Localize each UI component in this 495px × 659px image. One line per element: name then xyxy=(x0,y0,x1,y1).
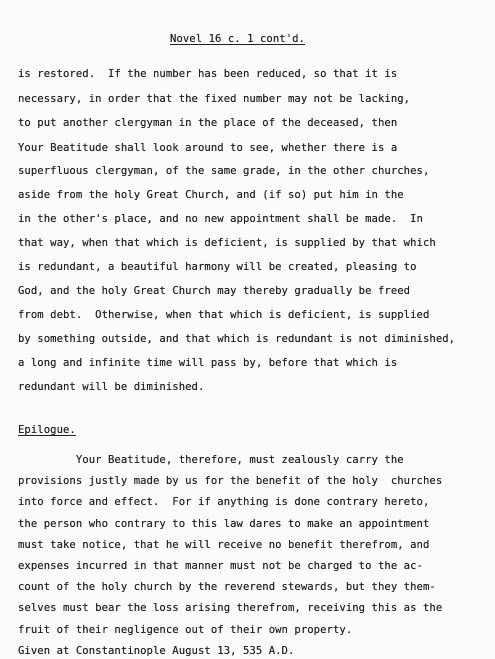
body-line: in the other's place, and no new appointment shall be made. In xyxy=(18,213,423,225)
closing-line: Given at Constantinople August 13, 535 A.D. xyxy=(18,644,295,657)
body-line: aside from the holy Great Church, and (if so) put him in the xyxy=(18,189,404,201)
epilogue-line: count of the holy church by the reverend stewards, but they them- xyxy=(18,581,436,594)
body-line: God, and the holy Great Church may thereby gradually be freed xyxy=(18,285,411,297)
body-line: to put another clergyman in the place of the deceased, then xyxy=(18,117,398,129)
epilogue-line: the person who contrary to this law dares to make an appointment xyxy=(18,517,430,530)
body-line: from debt. Otherwise, when that which is deficient, is supplied xyxy=(18,309,430,321)
epilogue-line: into force and effect. For if anything is done contrary hereto, xyxy=(18,496,430,509)
body-line: by something outside, and that which is redundant is not diminished, xyxy=(18,333,456,345)
body-line: superfluous clergyman, of the same grade, in the other churches, xyxy=(18,165,430,177)
body-line: is redundant, a beautiful harmony will be created, pleasing to xyxy=(18,261,417,273)
body-line: Your Beatitude shall look around to see, whether there is a xyxy=(18,142,398,154)
body-line: that way, when that which is deficient, is supplied by that which xyxy=(18,237,436,249)
epilogue-line: must take notice, that he will receive no benefit therefrom, and xyxy=(18,538,430,551)
epilogue-line: expenses incurred in that manner must not be charged to the ac- xyxy=(18,560,423,572)
epilogue-line: selves must bear the loss arising therefrom, receiving this as the xyxy=(18,602,443,615)
page-title: Novel 16 c. 1 cont'd. xyxy=(170,33,305,45)
body-line: a long and infinite time will pass by, before that which is xyxy=(18,357,398,369)
epilogue-line: provisions justly made by us for the benefit of the holy churches xyxy=(18,475,443,488)
body-line: redundant will be diminished. xyxy=(18,381,205,393)
body-line: necessary, in order that the fixed number may not be lacking, xyxy=(18,93,411,105)
epilogue-line: fruit of their negligence out of their own property. xyxy=(18,623,353,636)
epilogue-heading: Epilogue. xyxy=(18,424,76,436)
epilogue-line: Your Beatitude, therefore, must zealously carry the xyxy=(18,454,404,466)
body-line: is restored. If the number has been reduced, so that it is xyxy=(18,68,398,80)
